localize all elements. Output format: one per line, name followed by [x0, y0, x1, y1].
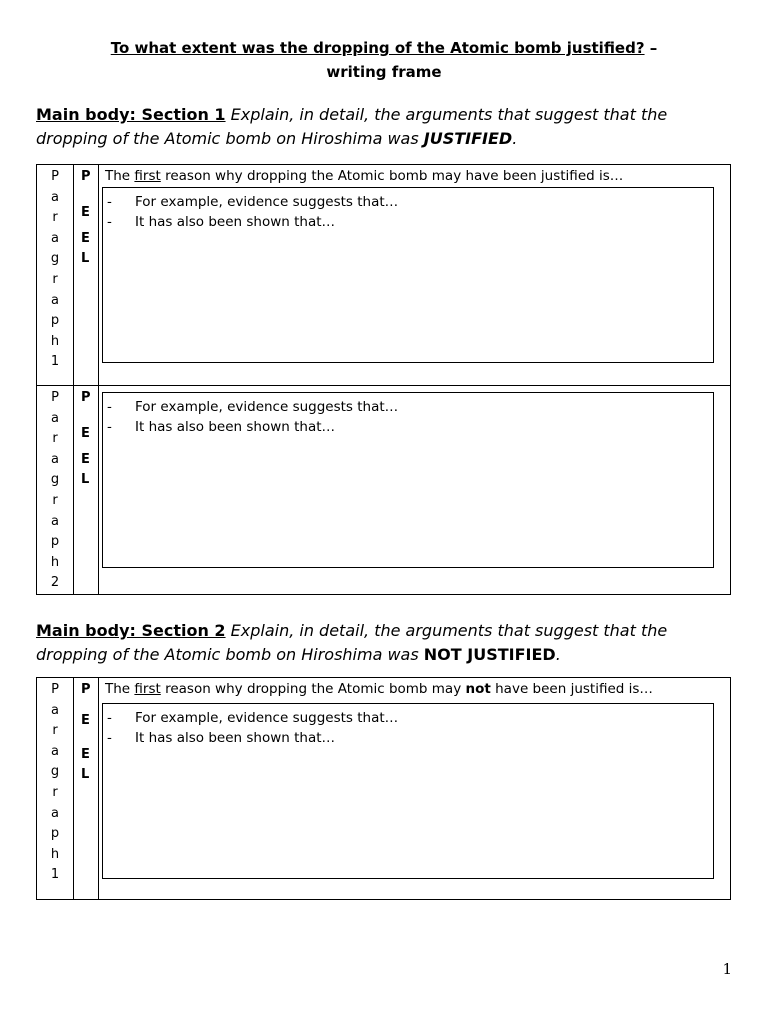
paragraph-row: [37, 678, 731, 900]
vertical-letter: r: [52, 210, 58, 226]
section-1-intro: Explain, in detail, the arguments that suggest that the dropping of the Atomic bomb on Hiroshima was: [36, 105, 668, 148]
pel-column: [74, 165, 99, 386]
vertical-letter: r: [52, 431, 58, 447]
point-prompt: [99, 165, 730, 187]
vertical-letter: a: [51, 805, 59, 821]
section-1-frame: [36, 164, 731, 595]
vertical-letter: P: [51, 682, 59, 697]
vertical-letter: h: [50, 333, 60, 349]
evidence-prompt: [107, 728, 713, 748]
dash: -: [107, 214, 112, 230]
point-text: reason why dropping the Atomic bomb may: [160, 681, 466, 697]
section-2-label: Main body: Section 2: [36, 621, 226, 640]
section-2-end: .: [555, 645, 561, 664]
pel-letter: E: [81, 747, 90, 762]
vertical-letter: r: [52, 271, 58, 287]
evidence-box[interactable]: [102, 392, 714, 568]
evidence-box[interactable]: [102, 703, 714, 879]
evidence-text: For example, evidence suggests that…: [135, 710, 399, 726]
vertical-letter: 2: [50, 575, 60, 591]
evidence-text: It has also been shown that…: [135, 214, 336, 230]
vertical-letter: h: [50, 846, 60, 862]
pel-letter: P: [81, 682, 91, 697]
evidence-prompt: [107, 417, 713, 437]
vertical-letter: p: [50, 534, 60, 550]
dash: -: [107, 730, 112, 746]
point-underlined-word: first: [134, 168, 161, 184]
page-number: 1: [722, 960, 732, 978]
dash: -: [107, 419, 112, 435]
vertical-letter: g: [50, 251, 60, 267]
paragraph-row: [37, 386, 731, 595]
vertical-letter: p: [50, 826, 60, 842]
point-bold-word: not: [465, 681, 491, 697]
vertical-letter: a: [51, 451, 59, 467]
vertical-letter: P: [51, 390, 59, 405]
vertical-letter: a: [51, 410, 59, 426]
paragraph-writing-area: [99, 386, 731, 595]
evidence-text: For example, evidence suggests that…: [135, 399, 399, 415]
vertical-letter: a: [51, 513, 59, 529]
pel-letter: E: [81, 426, 90, 441]
dash: -: [107, 194, 112, 210]
pel-letter: P: [81, 390, 91, 405]
point-text: The: [105, 681, 135, 697]
title-question: To what extent was the dropping of the Atomic bomb justified?: [110, 39, 645, 57]
vertical-letter: r: [52, 784, 58, 800]
evidence-box[interactable]: [102, 187, 714, 363]
pel-letter: E: [81, 205, 90, 220]
evidence-text: It has also been shown that…: [135, 730, 336, 746]
pel-letter: L: [81, 472, 90, 487]
section-2-intro: Explain, in detail, the arguments that suggest that the dropping of the Atomic bomb on Hiroshima was: [36, 621, 668, 664]
vertical-letter: g: [50, 472, 60, 488]
vertical-letter: 1: [50, 354, 60, 370]
vertical-letter: a: [51, 230, 59, 246]
paragraph-vertical-label: [37, 386, 74, 595]
vertical-letter: 1: [50, 867, 60, 883]
evidence-text: For example, evidence suggests that…: [135, 194, 399, 210]
pel-letter: L: [81, 767, 90, 782]
point-prompt: [99, 678, 730, 700]
dash: -: [107, 399, 112, 415]
section-1-label: Main body: Section 1: [36, 105, 226, 124]
paragraph-vertical-label: [37, 165, 74, 386]
vertical-letter: a: [51, 189, 59, 205]
title-line-2: writing frame: [326, 63, 442, 81]
paragraph-writing-area: [99, 678, 731, 900]
pel-letter: P: [81, 169, 91, 184]
evidence-prompt: [107, 708, 713, 728]
pel-letter: E: [81, 452, 90, 467]
vertical-letter: g: [50, 764, 60, 780]
section-2-emphasis: NOT JUSTIFIED: [423, 645, 556, 664]
evidence-prompt: [107, 397, 713, 417]
vertical-letter: a: [51, 702, 59, 718]
evidence-prompt: [107, 212, 713, 232]
vertical-letter: p: [50, 313, 60, 329]
point-text: The: [105, 168, 135, 184]
pel-column: [74, 678, 99, 900]
section-2-frame: [36, 677, 731, 900]
pel-letter: E: [81, 713, 90, 728]
section-1-end: .: [512, 129, 518, 148]
point-text: have been justified is…: [490, 681, 653, 697]
vertical-letter: r: [52, 723, 58, 739]
point-underlined-word: first: [134, 681, 161, 697]
section-2-heading: [36, 619, 736, 667]
dash: -: [107, 710, 112, 726]
title-line-1: [0, 36, 768, 60]
paragraph-row: [37, 165, 731, 386]
evidence-text: It has also been shown that…: [135, 419, 336, 435]
section-1-heading: [36, 103, 736, 151]
vertical-letter: a: [51, 743, 59, 759]
pel-letter: E: [81, 231, 90, 246]
paragraph-vertical-label: [37, 678, 74, 900]
pel-column: [74, 386, 99, 595]
vertical-letter: h: [50, 554, 60, 570]
point-text: reason why dropping the Atomic bomb may have been justified is…: [160, 168, 624, 184]
title-dash: –: [644, 39, 658, 57]
vertical-letter: a: [51, 292, 59, 308]
paragraph-writing-area: [99, 165, 731, 386]
vertical-letter: r: [52, 492, 58, 508]
section-1-emphasis: JUSTIFIED: [423, 129, 513, 148]
vertical-letter: P: [51, 169, 59, 184]
pel-letter: L: [81, 251, 90, 266]
evidence-prompt: [107, 192, 713, 212]
